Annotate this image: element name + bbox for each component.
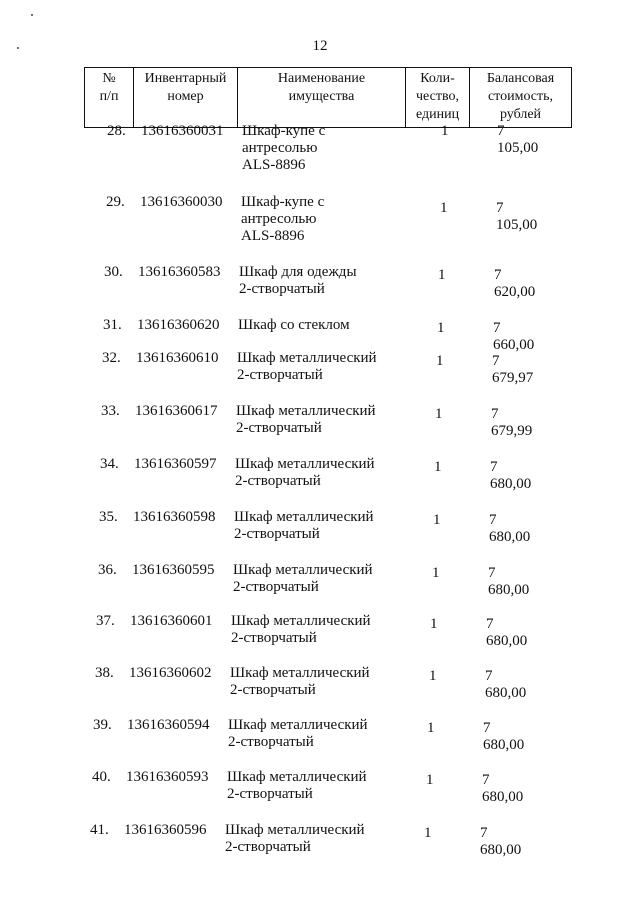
property-name-line: ALS-8896 [242, 157, 306, 173]
property-name-line: Шкаф для одежды [239, 264, 357, 280]
quantity: 1 [426, 772, 434, 788]
balance-value: 7 660,00 [493, 320, 535, 353]
header-balance-line: стоимость, [487, 89, 554, 104]
quantity: 1 [435, 406, 443, 422]
quantity: 1 [436, 353, 444, 369]
inventory-number: 13616360031 [141, 123, 224, 139]
quantity: 1 [427, 720, 435, 736]
balance-value: 7 680,00 [486, 616, 528, 649]
property-name-line: Шкаф металлический [231, 613, 371, 629]
balance-value: 7 105,00 [497, 123, 539, 156]
inventory-number: 13616360601 [130, 613, 213, 629]
property-name [227, 769, 397, 803]
row-number: 30. [104, 264, 123, 280]
property-name [237, 350, 407, 384]
header-balance-line: Балансовая [486, 71, 555, 86]
row-number: 34. [100, 456, 119, 472]
quantity: 1 [424, 825, 432, 841]
property-name [230, 665, 400, 699]
row-number: 41. [90, 822, 109, 838]
row-number: 29. [106, 194, 125, 210]
property-name-line: Шкаф-купе с [242, 123, 326, 139]
property-name-line: Шкаф-купе с [241, 194, 325, 210]
header-quantity-line: чество, [416, 89, 459, 104]
quantity: 1 [437, 320, 445, 336]
property-name-line: ALS-8896 [241, 228, 305, 244]
property-name-line: 2-створчатый [231, 630, 317, 646]
row-number: 35. [99, 509, 118, 525]
page-number: 12 [312, 38, 328, 54]
inventory-number: 13616360583 [138, 264, 221, 280]
property-name [225, 822, 395, 856]
balance-value: 7 680,00 [480, 825, 522, 858]
property-name [239, 264, 409, 298]
row-number: 33. [101, 403, 120, 419]
property-name-line: Шкаф металлический [234, 509, 374, 525]
inventory-number: 13616360593 [126, 769, 209, 785]
property-name [238, 317, 408, 334]
table-header [84, 67, 572, 128]
balance-value: 7 680,00 [483, 720, 525, 753]
balance-value: 7 680,00 [490, 459, 532, 492]
header-balance-line: рублей [499, 107, 542, 122]
inventory-number: 13616360596 [124, 822, 207, 838]
balance-value: 7 679,99 [491, 406, 533, 439]
header-inventory-line: Инвентарный [144, 71, 227, 86]
property-name-line: антресолью [242, 140, 318, 156]
property-name-line: Шкаф металлический [228, 717, 368, 733]
row-number: 31. [103, 317, 122, 333]
property-name-line: 2-створчатый [235, 473, 321, 489]
property-name-line: Шкаф со стеклом [238, 317, 350, 333]
header-quantity-line: единиц [415, 107, 460, 122]
quantity: 1 [432, 565, 440, 581]
property-name-line: Шкаф металлический [235, 456, 375, 472]
header-number [85, 68, 133, 127]
property-name [242, 123, 412, 174]
header-balance-value [469, 68, 571, 127]
property-name-line: 2-створчатый [239, 281, 325, 297]
quantity: 1 [438, 267, 446, 283]
row-number: 40. [92, 769, 111, 785]
scan-speck [31, 14, 33, 16]
property-name [233, 562, 403, 596]
row-number: 37. [96, 613, 115, 629]
quantity: 1 [434, 459, 442, 475]
property-name-line: 2-створчатый [227, 786, 313, 802]
header-number-line: п/п [99, 89, 119, 104]
row-number: 36. [98, 562, 117, 578]
quantity: 1 [429, 668, 437, 684]
property-name [234, 509, 404, 543]
property-name-line: Шкаф металлический [237, 350, 377, 366]
property-name-line: Шкаф металлический [230, 665, 370, 681]
property-name [236, 403, 406, 437]
inventory-number: 13616360617 [135, 403, 218, 419]
row-number: 38. [95, 665, 114, 681]
property-name-line: 2-створчатый [236, 420, 322, 436]
row-number: 32. [102, 350, 121, 366]
property-name [235, 456, 405, 490]
quantity: 1 [433, 512, 441, 528]
inventory-number: 13616360597 [134, 456, 217, 472]
property-name [231, 613, 401, 647]
balance-value: 7 680,00 [485, 668, 527, 701]
property-name-line: Шкаф металлический [233, 562, 373, 578]
property-name [241, 194, 411, 245]
inventory-number: 13616360602 [129, 665, 212, 681]
quantity: 1 [430, 616, 438, 632]
header-property-name [237, 68, 405, 127]
property-name [228, 717, 398, 751]
header-name-line: имущества [288, 89, 355, 104]
inventory-number: 13616360594 [127, 717, 210, 733]
row-number: 39. [93, 717, 112, 733]
balance-value: 7 680,00 [489, 512, 531, 545]
balance-value: 7 680,00 [488, 565, 530, 598]
row-number: 28. [107, 123, 126, 139]
inventory-number: 13616360595 [132, 562, 215, 578]
property-name-line: Шкаф металлический [227, 769, 367, 785]
balance-value: 7 679,97 [492, 353, 534, 386]
header-quantity [405, 68, 469, 127]
property-name-line: антресолью [241, 211, 317, 227]
balance-value: 7 680,00 [482, 772, 524, 805]
inventory-number: 13616360620 [137, 317, 220, 333]
header-inventory-number [133, 68, 237, 127]
header-number-line: № [102, 71, 116, 86]
header-quantity-line: Коли- [420, 71, 455, 86]
inventory-number: 13616360598 [133, 509, 216, 525]
property-name-line: 2-створчатый [234, 526, 320, 542]
property-name-line: 2-створчатый [228, 734, 314, 750]
inventory-number: 13616360030 [140, 194, 223, 210]
balance-value: 7 620,00 [494, 267, 536, 300]
property-name-line: Шкаф металлический [236, 403, 376, 419]
property-name-line: 2-створчатый [237, 367, 323, 383]
property-name-line: Шкаф металлический [225, 822, 365, 838]
quantity: 1 [441, 123, 449, 139]
property-name-line: 2-створчатый [230, 682, 316, 698]
balance-value: 7 105,00 [496, 200, 538, 233]
header-inventory-line: номер [167, 89, 204, 104]
property-name-line: 2-створчатый [233, 579, 319, 595]
property-name-line: 2-створчатый [225, 839, 311, 855]
quantity: 1 [440, 200, 448, 216]
header-name-line: Наименование [277, 71, 366, 86]
inventory-number: 13616360610 [136, 350, 219, 366]
